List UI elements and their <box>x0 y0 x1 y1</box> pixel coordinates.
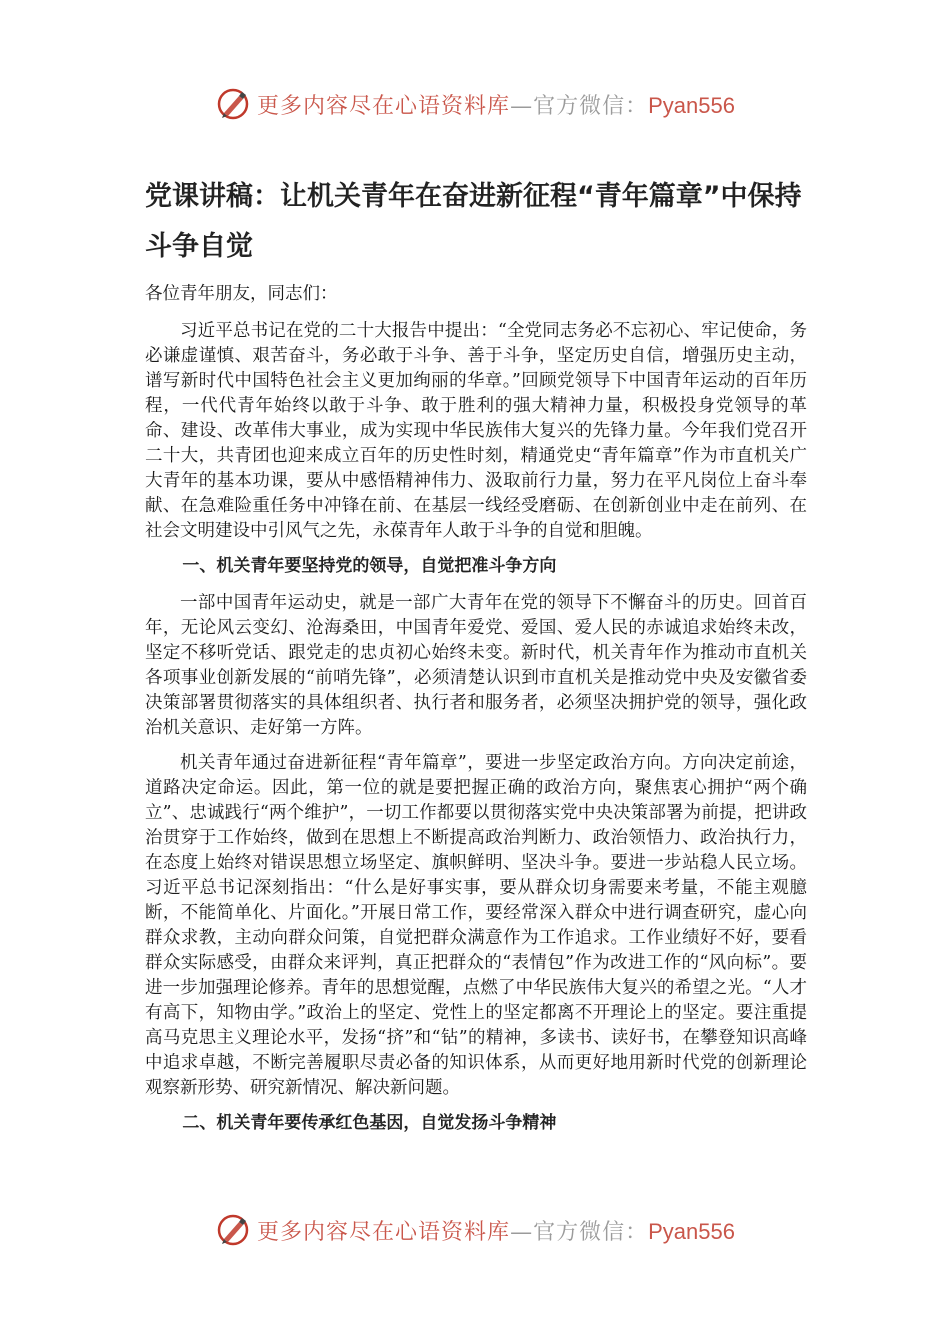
document-body <box>145 282 807 1148</box>
section1-paragraph-1: 一部中国青年运动史，就是一部广大青年在党的领导下不懈奋斗的历史。回首百年，无论风云变幻、沧海桑田，中国青年爱党、爱国、爱人民的赤诚追求始终未改，坚定不移听党话、跟党走的忠贞初心始终未变。新时代，机关青年作为推动市直机关各项事业创新发展的“前哨先锋”，必须清楚认识到市直机关是推动党中央及安徽省委决策部署贯彻落实的具体组织者、执行者和服务者，必须坚决拥护党的领导，强化政治机关意识、走好第一方阵。 <box>145 593 807 738</box>
header-watermark-banner <box>0 82 950 126</box>
section1-paragraph-2: 机关青年通过奋进新征程“青年篇章”，要进一步坚定政治方向。方向决定前途，道路决定命运。因此，第一位的就是要把握正确的政治方向，聚焦衷心拥护“两个确立”、忠诚践行“两个维护”，一切工作都要以贯彻落实党中央决策部署为前提，把讲政治贯穿于工作始终，做到在思想上不断提高政治判断力、政治领悟力、政治执行力，在态度上始终对错误思想立场坚定、旗帜鲜明、坚决斗争。要进一步站稳人民立场。习近平总书记深刻指出：“什么是好事实事，要从群众切身需要来考量，不能主观臆断，不能简单化、片面化。”开展日常工作，要经常深入群众中进行调查研究，虚心向群众求教，主动向群众问策，自觉把群众满意作为工作追求。工作业绩好不好，要看群众实际感受，由群众来评判，真正把群众的“表情包”作为改进工作的“风向标”。要进一步加强理论修养。青年的思想觉醒，点燃了中华民族伟大复兴的希望之光。“人才有高下，知物由学。”政治上的坚定、党性上的坚定都离不开理论上的坚定。要注重提高马克思主义理论水平，发扬“挤”和“钻”的精神，多读书、读好书，在攀登知识高峰中追求卓越，不断完善履职尽责必备的知识体系，从而更好地用新时代党的创新理论观察新形势、研究新情况、解决新问题。 <box>145 753 807 1098</box>
footer-watermark-banner <box>0 1208 950 1252</box>
intro-paragraph: 习近平总书记在党的二十大报告中提出：“全党同志务必不忘初心、牢记使命，务必谦虚谨慎、艰苦奋斗，务必敢于斗争、善于斗争，坚定历史自信，增强历史主动，谱写新时代中国特色社会主义更加绚丽的华章。”回顾党领导下中国青年运动的百年历程，一代代青年始终以敢于斗争、敢于胜利的强大精神力量，积极投身党领导的革命、建设、改革伟大事业，成为实现中华民族伟大复兴的先锋力量。今年我们党召开二十大，共青团也迎来成立百年的历史性时刻，精通党史“青年篇章”作为市直机关广大青年的基本功课，要从中感悟精神伟力、汲取前行力量，努力在平凡岗位上奋斗奉献、在急难险重任务中冲锋在前、在基层一线经受磨砺、在创新创业中走在前列、在社会文明建设中引风气之先，永葆青年人敢于斗争的自觉和胆魄。 <box>145 321 807 541</box>
pen-logo-icon <box>215 86 251 122</box>
banner-text: 更多内容尽在心语资料库—官方微信：Pyan556 <box>257 92 735 119</box>
section-heading-2: 二、机关青年要传承红色基因，自觉发扬斗争精神 <box>182 1113 557 1133</box>
section-heading-1: 一、机关青年要坚持党的领导，自觉把准斗争方向 <box>182 556 557 576</box>
document-title: 党课讲稿：让机关青年在奋进新征程“青年篇章”中保持斗争自觉 <box>145 181 802 262</box>
pen-logo-icon <box>215 1212 251 1248</box>
banner-text: 更多内容尽在心语资料库—官方微信：Pyan556 <box>257 1218 735 1245</box>
greeting: 各位青年朋友，同志们： <box>145 284 338 304</box>
